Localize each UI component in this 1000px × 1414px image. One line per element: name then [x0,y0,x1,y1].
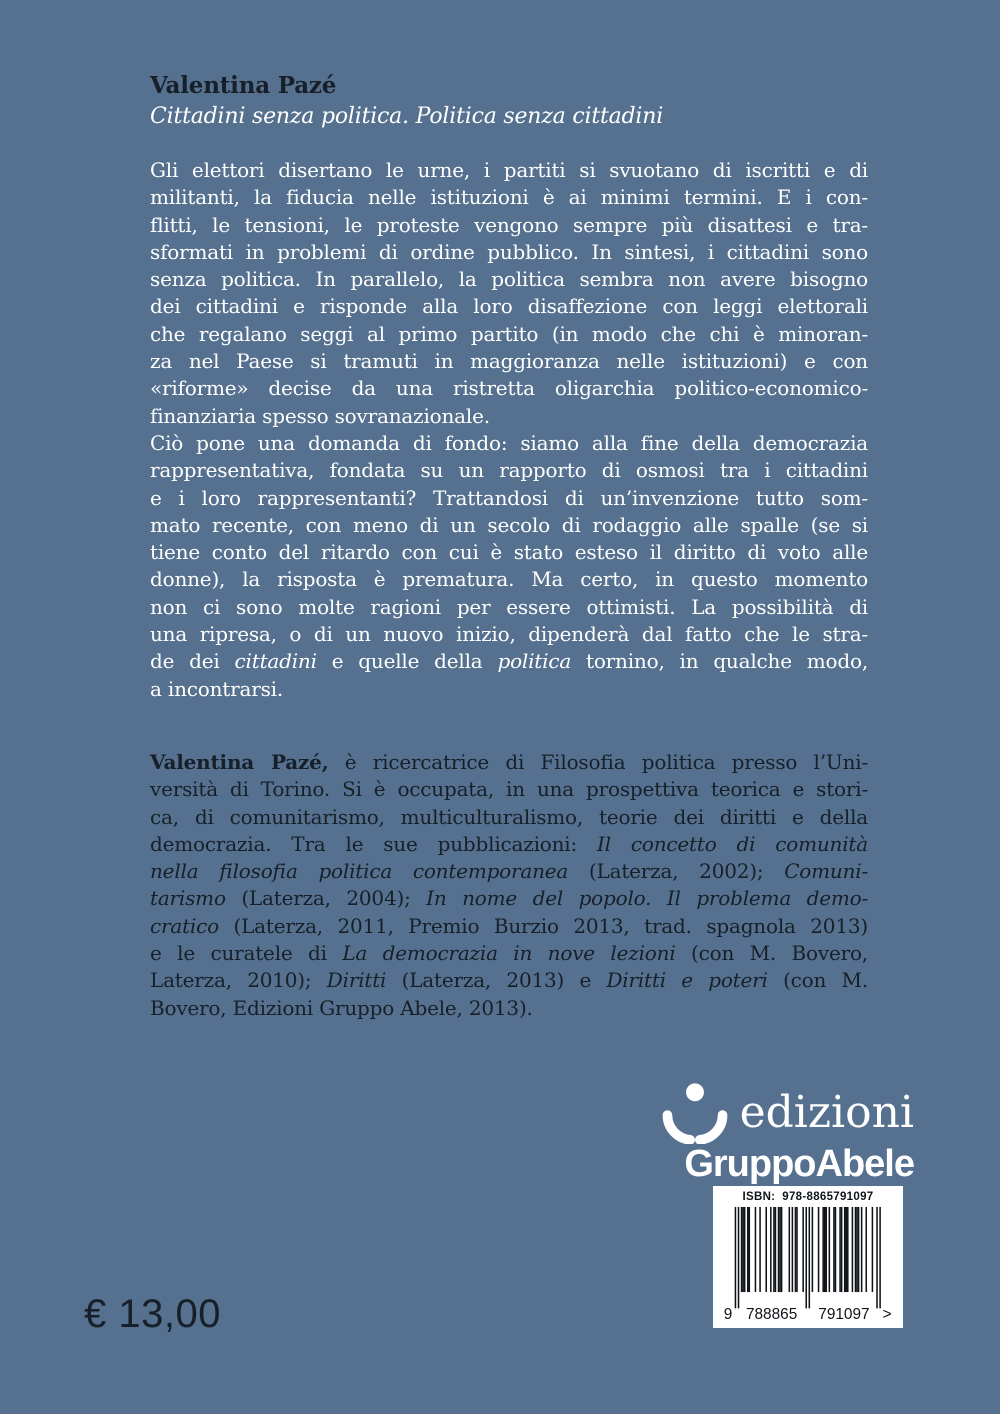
barcode-digits: > [882,1306,892,1323]
text-line: democrazia. Tra le sue pubblicazioni: Il concetto di comunità [150,831,868,856]
text-line: finanziaria spesso sovranazionale. [150,403,490,428]
text-line: cratico (Laterza, 2011, Premio Burzio 2013, trad. spagnola 2013) [150,913,868,938]
text-line: dei cittadini e risponde alla loro disaffezione con leggi elettorali [150,294,868,319]
text-line: militanti, la fiducia nelle istituzioni è ai minimi termini. E i con- [150,185,868,210]
text-line: e le curatele di La democrazia in nove lezioni (con M. Bovero, [150,941,868,966]
person-open-arms-icon [660,1082,730,1144]
book-title: Cittadini senza politica. Politica senza cittadini [150,104,664,129]
barcode-digits: 788865 [745,1306,798,1323]
text-line: Laterza, 2010); Diritti (Laterza, 2013) e Diritti e poteri (con M. [150,968,868,993]
text-line: che regalano seggi al primo partito (in modo che chi è minoran- [150,321,868,346]
text-line: mato recente, con meno di un secolo di rodaggio alle spalle (se si [150,512,868,537]
text-line: de dei cittadini e quelle della politica tornino, in qualche modo, [150,649,868,674]
author-name: Valentina Pazé [150,72,337,99]
price-label: € 13,00 [84,1292,221,1336]
text-line: Bovero, Edizioni Gruppo Abele, 2013). [150,995,533,1020]
header-block [150,70,868,132]
text-line: donne), la risposta è prematura. Ma certo, in questo momento [150,567,868,592]
synopsis-text [150,157,868,703]
text-line: za nel Paese si tramuti in maggioranza nelle istituzioni) e con [150,349,868,374]
publisher-logo [660,1082,914,1185]
text-line: sformati in problemi di ordine pubblico. In sintesi, i cittadini sono [150,239,868,264]
ean13-barcode [722,1205,894,1323]
text-line: non ci sono molte ragioni per essere ottimisti. La possibilità di [150,594,868,619]
text-line: una ripresa, o di un nuovo inizio, dipenderà dal fatto che le stra- [150,622,868,647]
text-line: «riforme» decise da una ristretta oligarchia politico-economico- [150,376,868,401]
text-line: flitti, le tensioni, le proteste vengono sempre più disattesi e tra- [150,212,868,237]
barcode-digits: 9 [723,1306,733,1323]
text-line: Valentina Pazé, è ricercatrice di Filosofia politica presso l’Uni- [150,750,868,774]
text-line: tarismo (Laterza, 2004); In nome del popolo. Il problema demo- [150,886,868,911]
isbn-panel [713,1186,903,1328]
text-line: e i loro rappresentanti? Trattandosi di un’invenzione tutto som- [150,485,868,510]
text-line: tiene conto del ritardo con cui è stato esteso il diritto di voto alle [150,540,868,565]
edizioni-label: edizioni [739,1086,914,1138]
gruppo-abele-label: GruppoAbele [684,1143,914,1185]
text-line: nella filosofia politica contemporanea (Laterza, 2002); Comuni- [150,859,869,884]
publisher-logo-row [660,1082,914,1144]
author-bio-text [150,749,868,1022]
text-line: rappresentativa, fondata su un rapporto di osmosi tra i cittadini [150,458,868,483]
text-line: senza politica. In parallelo, la politica sembra non avere bisogno [150,267,868,292]
text-line: Gli elettori disertano le urne, i partiti si svuotano di iscritti e di [150,158,868,182]
text-line: Ciò pone una domanda di fondo: siamo alla fine della democrazia [150,430,868,455]
text-line: ca, di comunitarismo, multiculturalismo, teorie dei diritti e della [150,804,868,829]
isbn-label: ISBN: 978-8865791097 [742,1191,874,1203]
barcode-digits: 791097 [818,1306,870,1323]
text-line: versità di Torino. Si è occupata, in una prospettiva teorica e stori- [150,777,868,802]
text-line: a incontrarsi. [150,676,283,701]
